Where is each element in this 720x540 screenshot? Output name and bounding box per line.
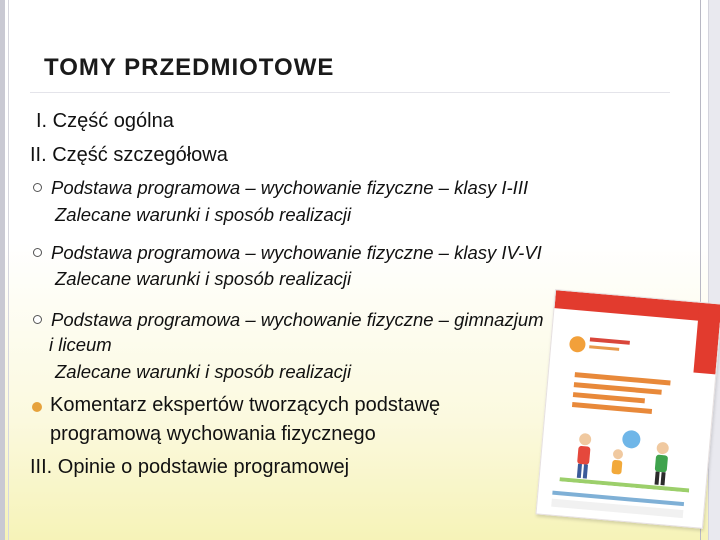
book-series-subtitle [589, 345, 619, 351]
slide-title: TOMY PRZEDMIOTOWE [44, 54, 335, 81]
comment-line-2: programową wychowania fizycznego [50, 423, 376, 445]
book-title-line [573, 392, 645, 403]
slide-frame-right [708, 0, 720, 540]
part-three-heading: III. Opinie o podstawie programowej [30, 456, 350, 478]
slide-frame-left [0, 0, 5, 540]
book-title-line [572, 402, 652, 414]
item-3-line-2: Zalecane warunki i sposób realizacji [55, 361, 352, 382]
book-logo-icon [569, 336, 586, 353]
slide-frame-left-line [8, 0, 9, 540]
book-cover-image [535, 289, 720, 529]
bullet-icon [33, 248, 42, 257]
children-illustration-icon [559, 419, 694, 492]
item-3-line-1-continued: i liceum [49, 334, 112, 355]
book-red-band [555, 290, 720, 322]
item-1-line-1: Podstawa programowa – wychowanie fizyczne – klasy I-III [51, 177, 529, 198]
item-3-line-1: Podstawa programowa – wychowanie fizyczne – gimnazjum [51, 309, 544, 330]
title-divider [30, 92, 670, 93]
bullet-icon [33, 183, 42, 192]
filled-bullet-icon [32, 402, 42, 412]
part-one-heading: I. Część ogólna [36, 110, 174, 132]
part-two-heading: II. Część szczegółowa [30, 144, 228, 166]
item-2-line-1: Podstawa programowa – wychowanie fizyczne – klasy IV-VI [51, 242, 542, 263]
bullet-icon [33, 315, 42, 324]
item-1-line-2: Zalecane warunki i sposób realizacji [55, 204, 352, 225]
item-2-line-2: Zalecane warunki i sposób realizacji [55, 268, 352, 289]
comment-line-1: Komentarz ekspertów tworzących podstawę [50, 394, 441, 416]
book-series-title [590, 337, 630, 344]
